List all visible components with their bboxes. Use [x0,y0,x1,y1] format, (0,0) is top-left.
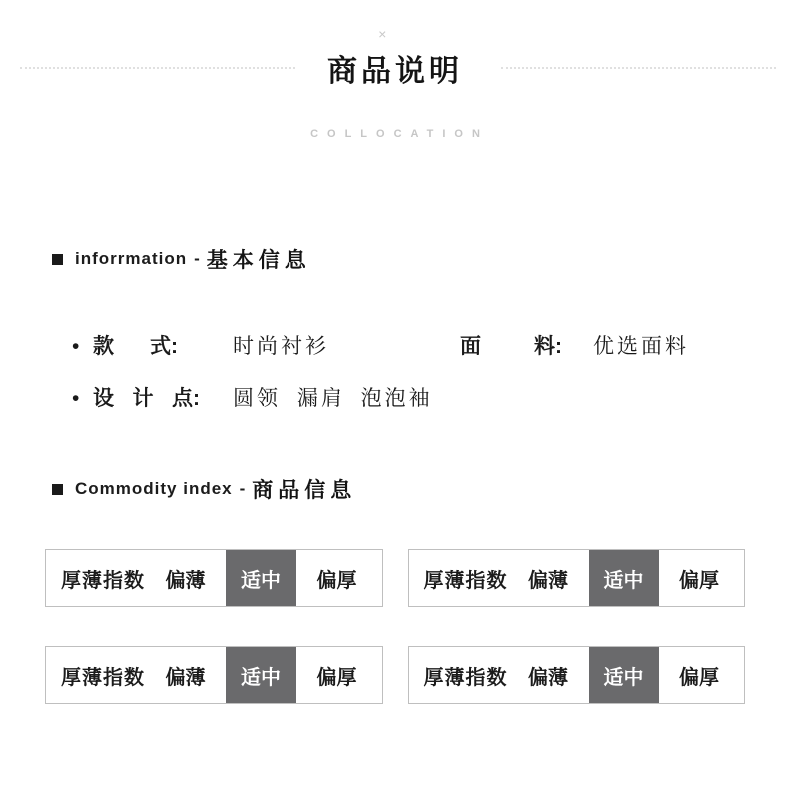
index-box-label: 厚薄指数 [423,569,508,592]
index-option-thin: 偏薄 [165,569,206,592]
thickness-index-box-3 [45,646,383,704]
fabric-label: 面料 [460,335,555,358]
basic-info-heading-en: inforrmation [75,249,188,268]
index-box-label: 厚薄指数 [423,666,508,689]
basic-info-heading [52,244,790,274]
spec-row-style-fabric [72,330,790,360]
index-box-label: 厚薄指数 [61,569,145,592]
collocation-subtitle: COLLOCATION [310,128,489,140]
commodity-index-heading [52,474,790,504]
square-bullet-icon [52,254,63,265]
fabric-value: 优选面料 [593,335,689,358]
heading-dash: - [194,249,200,268]
design-colon: : [193,387,200,410]
square-bullet-icon [52,484,63,495]
thickness-index-box-4 [408,646,746,704]
index-option-thin: 偏薄 [528,666,568,689]
commodity-index-heading-en: Commodity index [75,479,233,498]
design-label: 设计点 [93,387,193,410]
basic-info-heading-zh: 基本信息 [206,249,311,272]
x-mark-icon: × [378,26,387,42]
heading-dash: - [239,479,246,498]
index-option-thick: 偏厚 [679,666,719,689]
style-colon: : [171,335,178,358]
design-label-group [93,382,233,412]
dotted-divider-left [20,67,295,69]
page-title: 商品说明 [327,55,463,88]
dot-bullet-icon: • [72,387,80,410]
spec-row-design [72,382,790,412]
index-option-medium-selected: 适中 [226,550,296,606]
index-option-thick: 偏厚 [679,569,719,592]
index-option-thin: 偏薄 [528,569,568,592]
design-value: 圆领 漏肩 泡泡袖 [233,387,433,410]
fabric-spec-group [460,330,689,360]
page-title-row [0,0,790,90]
style-label: 款式 [93,335,171,358]
dot-bullet-icon: • [72,335,80,358]
style-label-group [93,330,233,360]
index-option-medium-selected: 适中 [589,647,659,703]
commodity-index-heading-zh: 商品信息 [252,479,357,502]
dotted-divider-right [501,67,776,69]
style-value: 时尚衬衫 [233,335,329,358]
index-box-label: 厚薄指数 [61,666,145,689]
fabric-colon: : [555,335,562,358]
index-option-thick: 偏厚 [316,666,357,689]
index-option-thin: 偏薄 [165,666,206,689]
commodity-index-grid [45,549,745,704]
index-option-thick: 偏厚 [316,569,357,592]
index-option-medium-selected: 适中 [226,647,296,703]
index-option-medium-selected: 适中 [589,550,659,606]
thickness-index-box-2 [408,549,746,607]
fabric-label-group [460,330,593,360]
thickness-index-box-1 [45,549,383,607]
